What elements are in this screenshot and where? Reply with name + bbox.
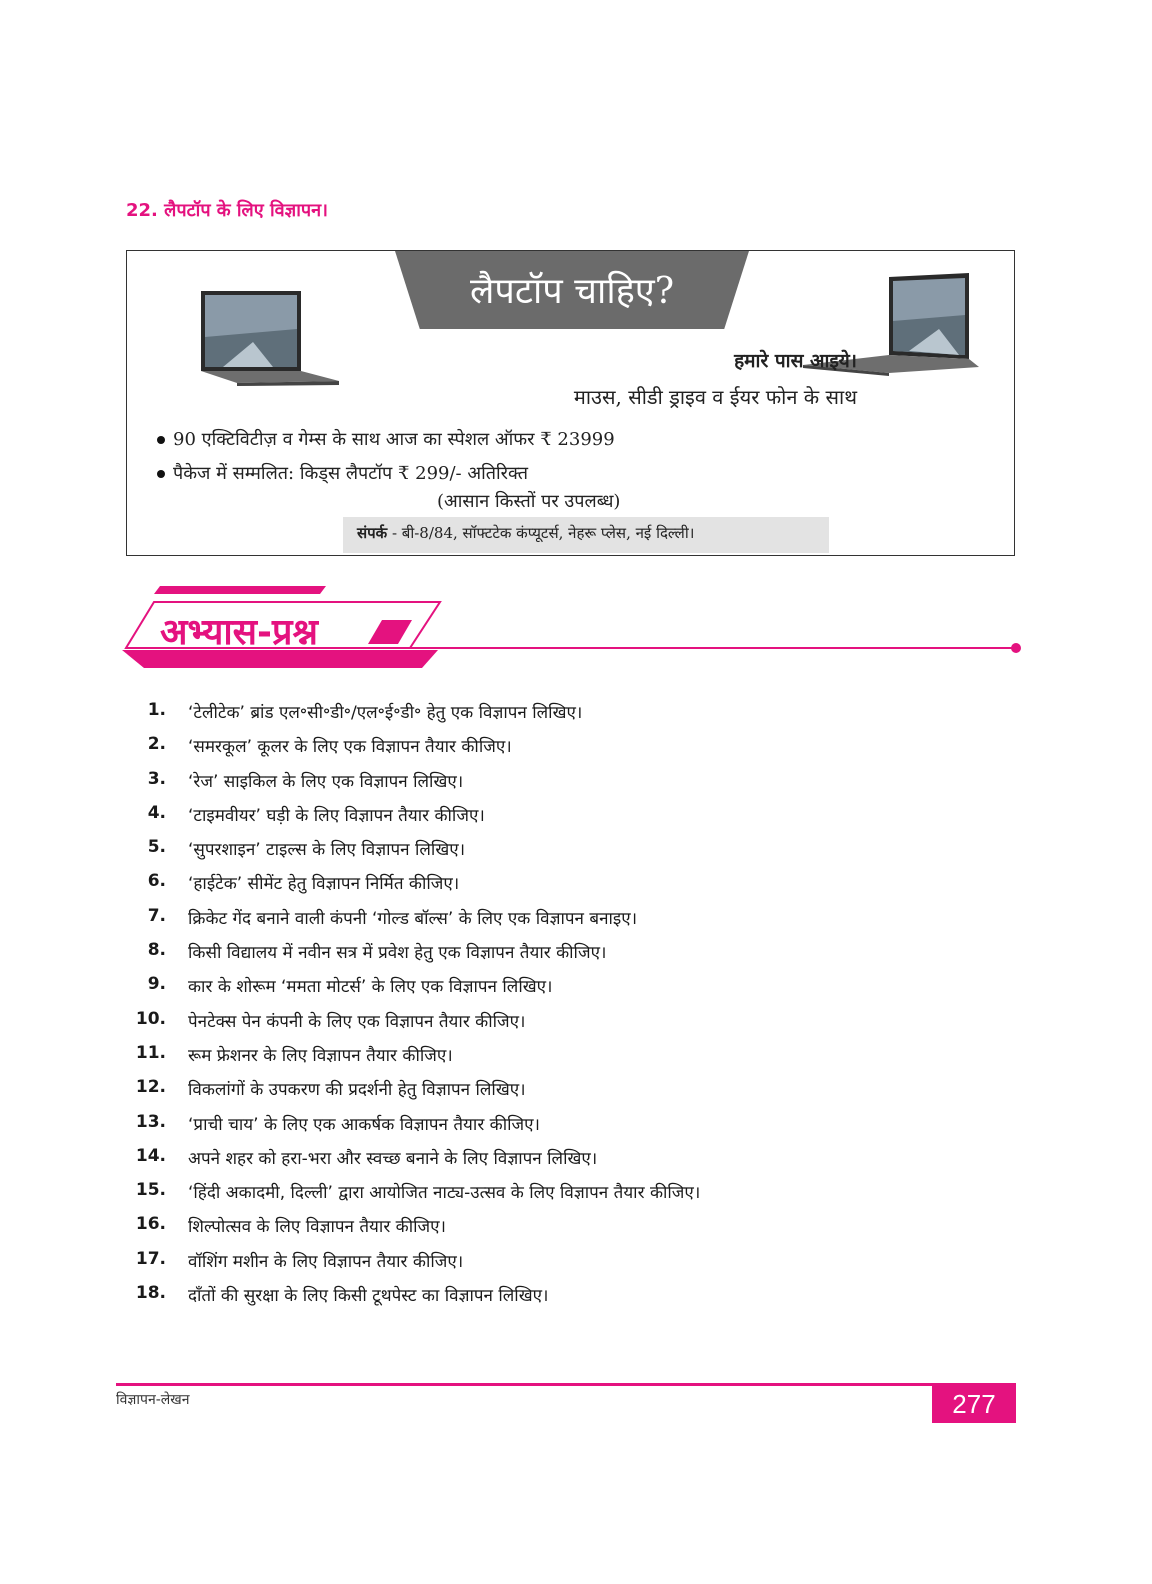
question-number: 16. bbox=[135, 1214, 166, 1235]
question-text: किसी विद्यालय में नवीन सत्र में प्रवेश हेतु एक विज्ञापन तैयार कीजिए। bbox=[188, 943, 607, 964]
ad-contact bbox=[343, 517, 829, 553]
question-text: पेनटेक्स पेन कंपनी के लिए एक विज्ञापन तैयार कीजिए। bbox=[188, 1011, 526, 1032]
question-text: शिल्पोत्सव के लिए विज्ञापन तैयार कीजिए। bbox=[188, 1217, 446, 1238]
list-item bbox=[130, 1009, 1030, 1043]
question-number: 1. bbox=[147, 700, 166, 720]
question-number: 4. bbox=[147, 802, 166, 823]
question-text: ‘सुपरशाइन’ टाइल्स के लिए विज्ञापन लिखिए। bbox=[188, 840, 466, 861]
footer-divider bbox=[116, 1383, 1016, 1386]
list-item bbox=[130, 837, 1030, 871]
bullet-dot-icon bbox=[157, 436, 165, 444]
question-number: 12. bbox=[135, 1077, 166, 1098]
laptop-image-left bbox=[193, 287, 343, 387]
question-number: 6. bbox=[147, 871, 166, 892]
section-heading-text: अभ्यास-प्रश्न bbox=[160, 612, 318, 653]
question-number: 5. bbox=[147, 837, 166, 858]
question-text: ‘समरकूल’ कूलर के लिए एक विज्ञापन तैयार कीजिए। bbox=[188, 737, 512, 758]
question-title: 22. लैपटॉप के लिए विज्ञापन। bbox=[126, 200, 328, 221]
ad-subtitle: हमारे पास आइये। bbox=[734, 350, 857, 372]
ad-bullet: 90 एक्टिविटीज़ व गेम्स के साथ आज का स्पेशल ऑफर ₹ 23999 bbox=[157, 427, 615, 451]
question-text: ‘टाइमवीयर’ घड़ी के लिए विज्ञापन तैयार कीजिए। bbox=[188, 805, 485, 826]
question-text: ‘प्राची चाय’ के लिए एक आकर्षक विज्ञापन तैयार कीजिए। bbox=[188, 1114, 540, 1135]
list-item bbox=[130, 1249, 1030, 1283]
contact-address: - बी-8/84, सॉफ्टटेक कंप्यूटर्स, नेहरू प्लेस, नई दिल्ली। bbox=[387, 524, 695, 542]
list-item bbox=[130, 871, 1030, 905]
question-text: दाँतों की सुरक्षा के लिए किसी टूथपेस्ट का विज्ञापन लिखिए। bbox=[188, 1286, 549, 1307]
question-text: ‘टेलीटेक’ ब्रांड एल॰सी॰डी॰/एल॰ई॰डी॰ हेतु एक विज्ञापन लिखिए। bbox=[188, 703, 583, 723]
bullet-dot-icon bbox=[157, 470, 165, 478]
question-text: ‘हिंदी अकादमी, दिल्ली’ द्वारा आयोजित नाट्य-उत्सव के लिए विज्ञापन तैयार कीजिए। bbox=[188, 1183, 701, 1204]
list-item bbox=[130, 1214, 1030, 1248]
footer-label: विज्ञापन-लेखन bbox=[116, 1392, 190, 1408]
ad-note: (आसान किस्तों पर उपलब्ध) bbox=[437, 491, 621, 512]
ad-banner-text: लैपटॉप चाहिए? bbox=[469, 271, 675, 312]
question-text: कार के शोरूम ‘ममता मोटर्स’ के लिए एक विज्ञापन लिखिए। bbox=[188, 977, 553, 998]
question-text: क्रिकेट गेंद बनाने वाली कंपनी ‘गोल्ड बॉल्स’ के लिए एक विज्ञापन बनाइए। bbox=[188, 908, 638, 929]
list-item bbox=[130, 1146, 1030, 1180]
list-item bbox=[130, 1283, 1030, 1317]
question-number: 11. bbox=[135, 1042, 166, 1063]
list-item bbox=[130, 1043, 1030, 1077]
question-number: 2. bbox=[147, 734, 166, 755]
question-number: 3. bbox=[147, 768, 166, 789]
question-list bbox=[130, 700, 1030, 1317]
list-item bbox=[130, 803, 1030, 837]
list-item bbox=[130, 700, 1030, 734]
question-text: रूम फ्रेशनर के लिए विज्ञापन तैयार कीजिए। bbox=[188, 1045, 453, 1066]
question-number: 15. bbox=[135, 1180, 166, 1201]
question-number: 8. bbox=[147, 940, 166, 961]
list-item bbox=[130, 734, 1030, 768]
question-text: ‘रेज’ साइकिल के लिए एक विज्ञापन लिखिए। bbox=[188, 771, 464, 792]
ad-bullet: पैकेज में सम्मलित: किड्स लैपटॉप ₹ 299/- अतिरिक्त bbox=[157, 461, 528, 485]
question-number: 14. bbox=[135, 1145, 166, 1166]
list-item bbox=[130, 906, 1030, 940]
question-number: 13. bbox=[135, 1111, 166, 1132]
advertisement-box bbox=[126, 250, 1015, 556]
list-item bbox=[130, 769, 1030, 803]
question-number: 7. bbox=[147, 905, 166, 926]
list-item bbox=[130, 1077, 1030, 1111]
page-number: 277 bbox=[932, 1385, 1016, 1423]
question-text: ‘हाईटेक’ सीमेंट हेतु विज्ञापन निर्मित कीजिए। bbox=[188, 874, 460, 895]
contact-label: संपर्क bbox=[357, 524, 388, 542]
question-number: 10. bbox=[135, 1008, 166, 1029]
question-number: 17. bbox=[135, 1248, 166, 1269]
list-item bbox=[130, 1180, 1030, 1214]
question-number: 9. bbox=[147, 974, 166, 995]
ad-features-line: माउस, सीडी ड्राइव व ईयर फोन के साथ bbox=[573, 385, 857, 409]
question-text: अपने शहर को हरा-भरा और स्वच्छ बनाने के लिए विज्ञापन लिखिए। bbox=[188, 1148, 598, 1169]
list-item bbox=[130, 940, 1030, 974]
question-number: 18. bbox=[135, 1283, 166, 1304]
question-text: वॉशिंग मशीन के लिए विज्ञापन तैयार कीजिए। bbox=[188, 1251, 464, 1272]
question-text: विकलांगों के उपकरण की प्रदर्शनी हेतु विज्ञापन लिखिए। bbox=[188, 1080, 526, 1101]
section-heading bbox=[120, 584, 1030, 674]
list-item bbox=[130, 1112, 1030, 1146]
list-item bbox=[130, 974, 1030, 1008]
